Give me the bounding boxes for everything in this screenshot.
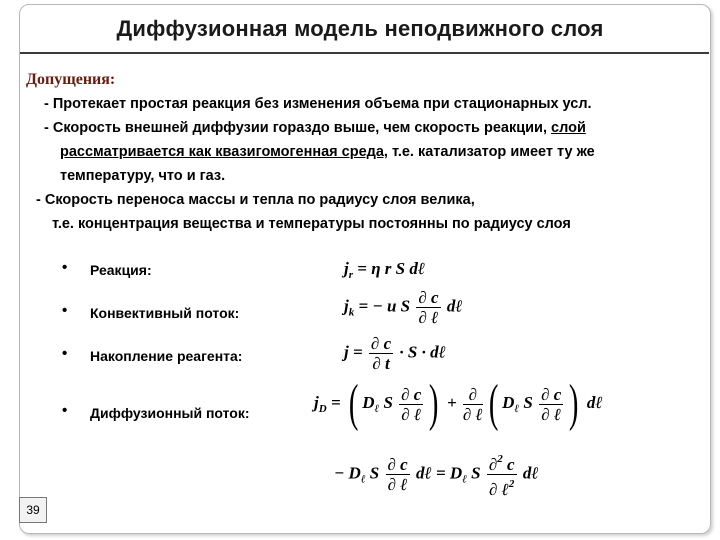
assumption-line-4: температуру, что и газ. [60,168,226,184]
assumption-line-3 [60,140,595,164]
eq-denominator: ∂ ℓ [401,404,422,424]
eq-term: · S · dℓ [399,342,446,362]
eq-term: S [519,392,533,412]
equation-convective [344,288,463,327]
equation-result [334,450,539,499]
eq-fraction [416,288,440,327]
bullet-label-accumulation: Накопление реагента: [90,348,243,364]
bullet-marker: • [62,402,68,419]
eq-term: − D [334,463,361,483]
eq-numerator: ∂ [463,385,483,405]
right-paren: ) [569,375,579,432]
eq-subscript: r [348,269,354,281]
eq-superscript: 2 [508,478,515,490]
eq-denominator: ∂ ℓ [541,404,562,424]
eq-term: + [442,392,461,412]
eq-numerator: ∂ c [370,334,392,353]
eq-superscript: 2 [497,453,503,465]
eq-term: ∂ [488,455,498,474]
eq-symbol: j [314,392,319,412]
assumption-line-1: - Протекает простая реакция без изменения объема при стационарных усл. [44,96,592,112]
title-divider [20,52,709,54]
bullet-marker: • [62,302,68,319]
eq-term: dℓ = D [411,463,463,483]
eq-term: dℓ [518,463,539,483]
bullet-marker: • [62,259,68,276]
eq-term: S [466,463,481,483]
assumption-line-6: т.е. концентрация вещества и температуры постоянны по радиусу слоя [52,216,571,232]
eq-term: S [365,463,380,483]
eq-subscript: D [318,402,327,415]
eq-symbol: j [344,342,349,362]
eq-denominator: ∂ ℓ [387,475,408,494]
assumption-line-3a: рассматривается как квазигомогенная среда, [60,144,388,160]
eq-term: dℓ [582,392,603,412]
eq-denominator [487,475,517,499]
eq-fraction [463,385,483,424]
eq-term: c [502,455,515,474]
left-paren: ( [348,375,359,432]
eq-term: = − u S [354,296,411,316]
eq-fraction [487,450,517,499]
eq-subscript: ℓ [374,402,380,415]
assumption-line-2a: - Скорость внешней диффузии гораздо выше, чем скорость реакции, [44,120,552,136]
eq-symbol: j [344,296,349,316]
eq-fraction [399,385,423,424]
eq-fraction [386,455,410,494]
eq-term: ∂ ℓ [489,480,509,499]
eq-numerator: ∂ c [401,384,422,404]
eq-symbol: D [502,392,515,412]
eq-denominator: ∂ ℓ [418,308,439,327]
eq-subscript: k [348,306,355,319]
right-paren: ) [429,375,439,432]
assumption-line-5: - Скорость переноса массы и тепла по радиусу слоя велика, [36,192,475,208]
slide-title: Диффузионная модель неподвижного слоя [116,16,604,41]
eq-denominator: ∂ t [372,354,390,373]
eq-term: = [326,392,345,412]
eq-term: dℓ [446,296,463,316]
equation-reaction [344,259,425,281]
assumption-line-2 [44,116,586,140]
bullet-label-diffusion: Диффузионный поток: [90,405,250,421]
assumptions-heading: Допущения: [26,71,116,88]
eq-symbol: j [344,259,349,278]
eq-fraction [539,385,563,424]
bullet-label-convective: Конвективный поток: [90,305,240,321]
eq-subscript: ℓ [360,473,366,486]
eq-numerator: ∂ c [541,384,562,404]
eq-rhs: = η r S dℓ [353,259,426,278]
equation-accumulation [344,334,446,373]
eq-subscript: ℓ [462,473,467,486]
eq-denominator: ∂ ℓ [462,404,483,424]
eq-numerator: ∂ c [418,288,439,307]
equation-diffusion [314,375,603,432]
eq-numerator: ∂ c [387,455,408,474]
assumption-line-3b: т.е. катализатор имеет ту же [387,144,595,160]
bullet-marker: • [62,345,68,362]
eq-subscript: ℓ [514,402,520,415]
left-paren: ( [488,375,499,432]
eq-term: = [348,342,367,362]
eq-term: S [379,392,393,412]
eq-numerator [487,450,517,475]
assumption-line-2b: слой [551,120,586,136]
bullet-label-reaction: Реакция: [90,262,152,278]
eq-symbol: D [362,392,375,412]
eq-fraction [369,334,393,373]
page-number: 39 [19,497,47,523]
